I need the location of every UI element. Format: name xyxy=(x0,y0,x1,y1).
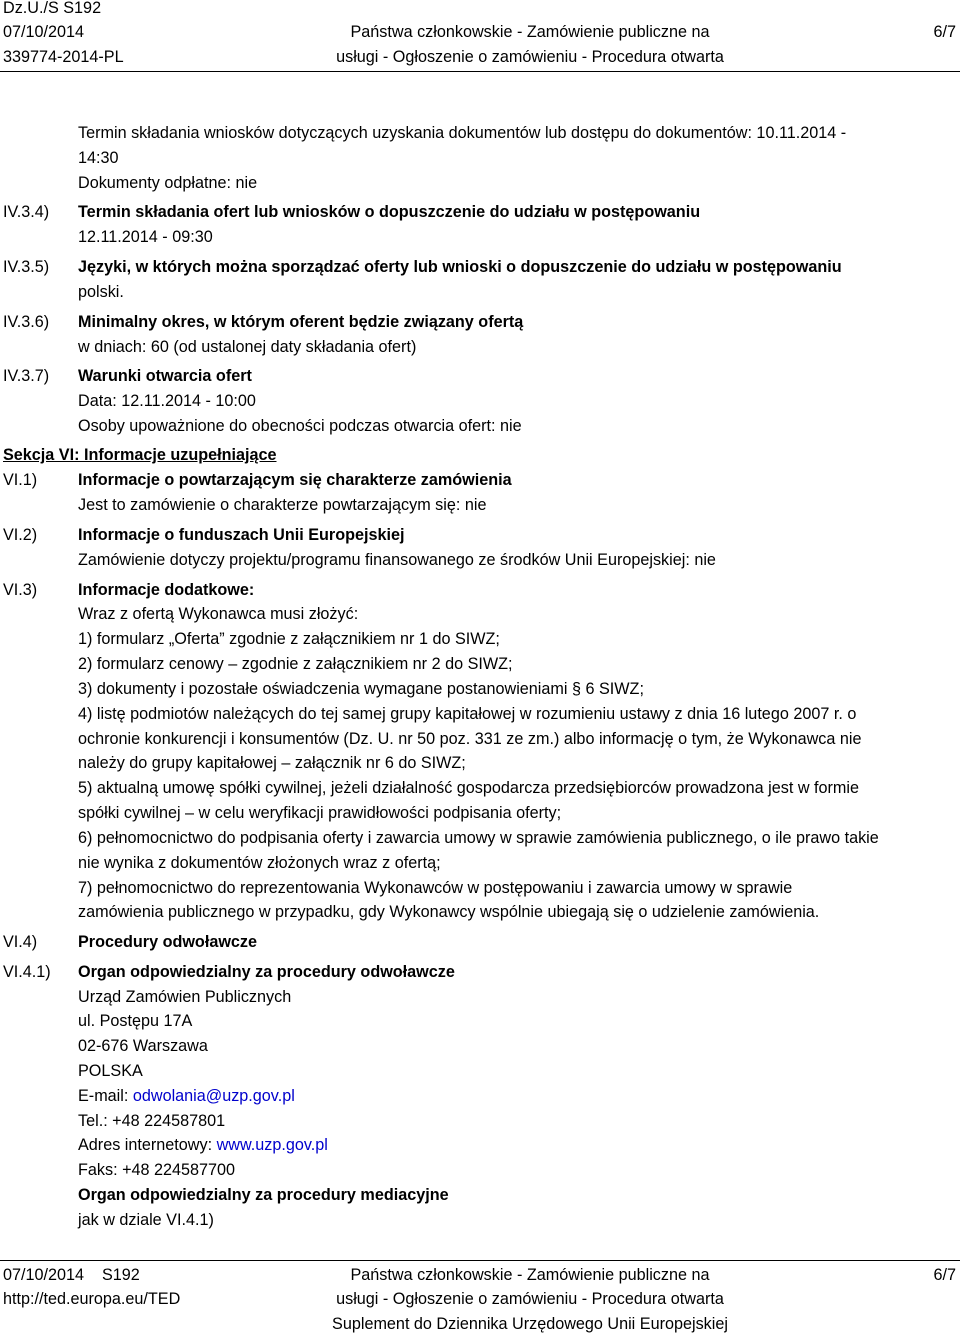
review-body-email-row xyxy=(78,1088,295,1104)
section-title: Warunki otwarcia ofert xyxy=(78,367,252,385)
review-body-name: Urząd Zamówien Publicznych xyxy=(78,988,292,1006)
footer-date-issue: 07/10/2014 S192 xyxy=(3,1266,140,1284)
website-link[interactable]: www.uzp.gov.pl xyxy=(216,1136,328,1154)
documents-paid: Dokumenty odpłatne: nie xyxy=(78,174,258,192)
section-number: VI.3) xyxy=(3,581,38,599)
section-title: Informacje o funduszach Unii Europejskiej xyxy=(78,526,405,544)
web-label: Adres internetowy: xyxy=(78,1136,217,1154)
review-body-fax: Faks: +48 224587700 xyxy=(78,1161,236,1179)
section-number: VI.4) xyxy=(3,933,38,951)
additional-info-line: 7) pełnomocnictwo do reprezentowania Wykonawców w postępowaniu i zawarcia umowy w sprawie xyxy=(78,879,793,897)
header-category-line1: Państwa członkowskie - Zamówienie publiczne na xyxy=(350,23,710,41)
additional-info-line: 1) formularz „Oferta” zgodnie z załącznikiem nr 1 do SIWZ; xyxy=(78,630,500,648)
section-number: IV.3.4) xyxy=(3,203,50,221)
section-number: IV.3.6) xyxy=(3,313,50,331)
section-title: Minimalny okres, w którym oferent będzie związany ofertą xyxy=(78,313,524,331)
footer-category-line2: usługi - Ogłoszenie o zamówieniu - Procedura otwarta xyxy=(336,1290,724,1308)
additional-info-line: 5) aktualną umowę spółki cywilnej, jeżeli działalność gospodarcza przedsiębiorców prowadzona jest w formie xyxy=(78,779,859,797)
section-heading: Sekcja VI: Informacje uzupełniające xyxy=(3,446,277,464)
mediation-value: jak w dziale VI.4.1) xyxy=(78,1211,214,1229)
section-value: 12.11.2014 - 09:30 xyxy=(78,228,213,246)
review-body-web-row xyxy=(78,1137,328,1153)
header-notice-number: 339774-2014-PL xyxy=(3,48,124,66)
section-value: Osoby upoważnione do obecności podczas otwarcia ofert: nie xyxy=(78,417,522,435)
footer-supplement: Suplement do Dziennika Urzędowego Unii Europejskiej xyxy=(332,1315,728,1333)
additional-info-line: należy do grupy kapitałowej – załącznik nr 6 do SIWZ; xyxy=(78,754,466,772)
additional-info-line: zamówienia publicznego w przypadku, gdy Wykonawcy wspólnie ubiegają się o udzielenie zamówienia. xyxy=(78,903,820,921)
footer-page-number: 6/7 xyxy=(933,1266,956,1284)
additional-info-line: nie wynika z dokumentów złożonych wraz z ofertą; xyxy=(78,854,441,872)
section-number: IV.3.7) xyxy=(3,367,50,385)
section-number: IV.3.5) xyxy=(3,258,50,276)
footer-ted-link[interactable]: http://ted.europa.eu/TED xyxy=(3,1290,181,1308)
section-value: Data: 12.11.2014 - 10:00 xyxy=(78,392,256,410)
header-journal-ref: Dz.U./S S192 xyxy=(3,0,102,17)
review-body-phone: Tel.: +48 224587801 xyxy=(78,1112,226,1130)
section-title: Języki, w których można sporządzać oferty lub wnioski o dopuszczenie do udziału w postępowaniu xyxy=(78,258,842,276)
additional-info-line: ochronie konkurencji i konsumentów (Dz. U. nr 50 poz. 331 ze zm.) albo informację o tym, że Wykonawca nie xyxy=(78,730,862,748)
section-title: Informacje dodatkowe: xyxy=(78,581,255,599)
footer-divider xyxy=(0,1260,960,1261)
section-value: Jest to zamówienie o charakterze powtarzającym się: nie xyxy=(78,496,487,514)
additional-info-line: 6) pełnomocnictwo do podpisania oferty i zawarcia umowy w sprawie zamówienia publicznego, o ile prawo takie xyxy=(78,829,879,847)
documents-deadline-line2: 14:30 xyxy=(78,149,119,167)
header-date: 07/10/2014 xyxy=(3,23,85,41)
header-category-line2: usługi - Ogłoszenie o zamówieniu - Procedura otwarta xyxy=(336,48,724,66)
additional-info-line: Wraz z ofertą Wykonawca musi złożyć: xyxy=(78,605,359,623)
header-page-number: 6/7 xyxy=(933,23,956,41)
mediation-title: Organ odpowiedzialny za procedury mediacyjne xyxy=(78,1186,449,1204)
section-number: VI.2) xyxy=(3,526,38,544)
review-body-city: 02-676 Warszawa xyxy=(78,1037,208,1055)
section-title: Informacje o powtarzającym się charakterze zamówienia xyxy=(78,471,512,489)
email-link[interactable]: odwolania@uzp.gov.pl xyxy=(132,1087,295,1105)
section-title: Organ odpowiedzialny za procedury odwoławcze xyxy=(78,963,455,981)
section-value: w dniach: 60 (od ustalonej daty składania ofert) xyxy=(78,338,417,356)
documents-deadline-line1: Termin składania wniosków dotyczących uzyskania dokumentów lub dostępu do dokumentów: 10.11.2014 - xyxy=(78,124,847,142)
review-body-street: ul. Postępu 17A xyxy=(78,1012,193,1030)
additional-info-line: 2) formularz cenowy – zgodnie z załącznikiem nr 2 do SIWZ; xyxy=(78,655,513,673)
additional-info-line: spółki cywilnej – w celu weryfikacji prawidłowości podpisania oferty; xyxy=(78,804,562,822)
section-number: VI.1) xyxy=(3,471,38,489)
footer-category-line1: Państwa członkowskie - Zamówienie publiczne na xyxy=(350,1266,710,1284)
section-value: polski. xyxy=(78,283,124,301)
email-label: E-mail: xyxy=(78,1087,133,1105)
header-divider xyxy=(0,71,960,72)
review-body-country: POLSKA xyxy=(78,1062,143,1080)
section-title: Procedury odwoławcze xyxy=(78,933,258,951)
section-value: Zamówienie dotyczy projektu/programu finansowanego ze środków Unii Europejskiej: nie xyxy=(78,551,716,569)
section-number: VI.4.1) xyxy=(3,963,51,981)
section-title: Termin składania ofert lub wniosków o dopuszczenie do udziału w postępowaniu xyxy=(78,203,701,221)
additional-info-line: 4) listę podmiotów należących do tej samej grupy kapitałowej w rozumieniu ustawy z dnia 16 lutego 2007 r. o xyxy=(78,705,857,723)
additional-info-line: 3) dokumenty i pozostałe oświadczenia wymagane postanowieniami § 6 SIWZ; xyxy=(78,680,644,698)
